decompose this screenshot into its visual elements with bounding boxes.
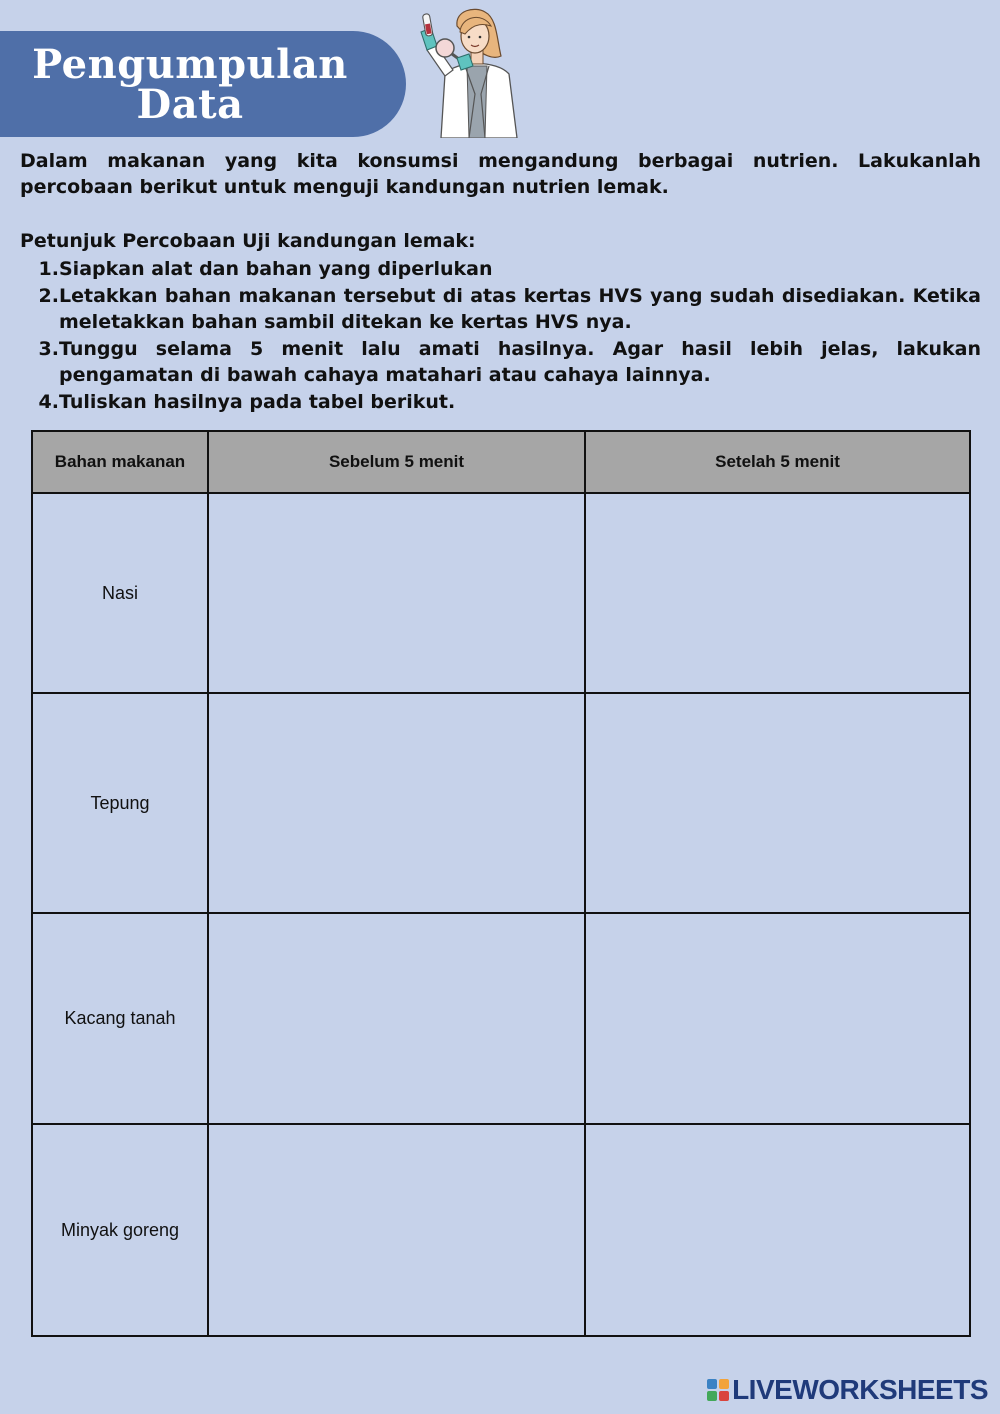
answer-sebelum-cell[interactable] (208, 493, 585, 693)
answer-sebelum-cell[interactable] (208, 693, 585, 913)
title-banner (0, 31, 406, 137)
header-bahan-makanan: Bahan makanan (32, 431, 208, 493)
food-name-cell: Nasi (32, 493, 208, 693)
page-title-line1: Pengumpulan (32, 41, 348, 88)
liveworksheets-logo-icon (706, 1378, 730, 1402)
header-setelah: Setelah 5 menit (585, 431, 970, 493)
page-title-line2: Data (136, 81, 244, 128)
step-text: Tuliskan hasilnya pada tabel berikut. (59, 390, 456, 413)
scientist-illustration (405, 4, 525, 138)
step-number: 1. (38, 258, 59, 280)
step-number: 4. (38, 390, 59, 413)
answer-sebelum-cell[interactable] (208, 913, 585, 1124)
food-name-cell: Tepung (32, 693, 208, 913)
observation-table (31, 430, 971, 1337)
answer-setelah-cell[interactable] (585, 913, 970, 1124)
step-text: Siapkan alat dan bahan yang diperlukan (59, 258, 493, 280)
step-item (30, 256, 981, 283)
step-text: Tunggu selama 5 menit lalu amati hasilnya. Agar hasil lebih jelas, lakukan pengamatan di bawah cahaya matahari atau cahaya lainnya. (59, 337, 981, 386)
intro-paragraph: Dalam makanan yang kita konsumsi mengandung berbagai nutrien. Lakukanlah percobaan berikut untuk menguji kandungan nutrien lemak. (20, 150, 981, 198)
table-header-row (32, 431, 970, 493)
step-item (30, 389, 981, 416)
step-number: 2. (38, 284, 59, 307)
instructions-heading: Petunjuk Percobaan Uji kandungan lemak: (20, 230, 476, 252)
instruction-steps (30, 256, 981, 415)
food-name-cell: Minyak goreng (32, 1124, 208, 1336)
table-row (32, 693, 970, 913)
step-text: Letakkan bahan makanan tersebut di atas kertas HVS yang sudah disediakan. Ketika meletakkan bahan sambil ditekan ke kertas HVS nya. (59, 284, 981, 333)
step-item (30, 336, 981, 389)
step-number: 3. (38, 337, 59, 360)
liveworksheets-brand (706, 1374, 988, 1406)
brand-name: LIVEWORKSHEETS (732, 1374, 988, 1405)
answer-sebelum-cell[interactable] (208, 1124, 585, 1336)
answer-setelah-cell[interactable] (585, 493, 970, 693)
food-name-cell: Kacang tanah (32, 913, 208, 1124)
header-sebelum: Sebelum 5 menit (208, 431, 585, 493)
answer-setelah-cell[interactable] (585, 693, 970, 913)
step-item (30, 283, 981, 336)
answer-setelah-cell[interactable] (585, 1124, 970, 1336)
table-row (32, 493, 970, 693)
table-row (32, 1124, 970, 1336)
table-row (32, 913, 970, 1124)
